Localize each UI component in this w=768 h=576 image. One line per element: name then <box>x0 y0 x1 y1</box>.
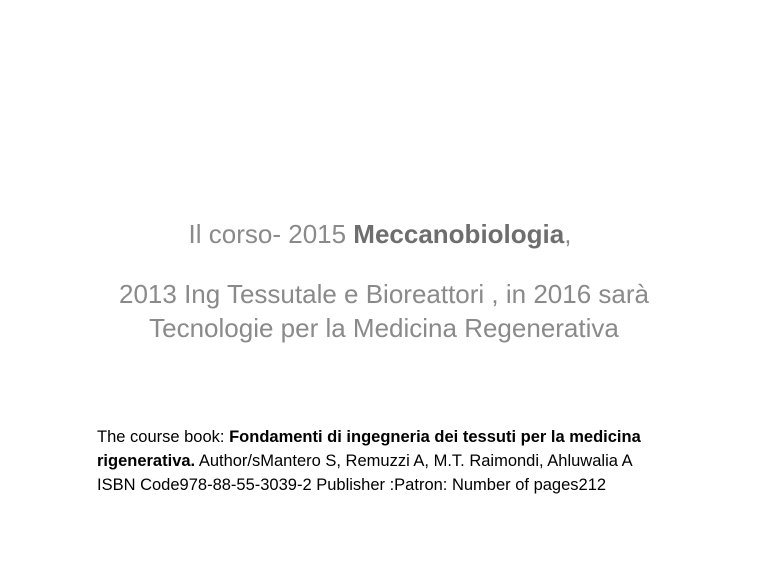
course-title-comma: , <box>564 219 572 249</box>
course-year-label: Il corso- 2015 <box>188 219 354 249</box>
course-title-line-3: Tecnologie per la Medicina Regenerativa <box>149 313 619 343</box>
course-name-bold: Meccanobiologia <box>353 219 565 249</box>
course-book-intro: The course book: <box>97 428 230 446</box>
course-title-line-2: 2013 Ing Tessutale e Bioreattori , in 2016 sarà <box>119 279 649 309</box>
course-book-details: Author/sMantero S, Remuzzi A, M.T. Raimondi, Ahluwalia A ISBN Code978-88-55-3039-2 Publisher :Patron: Number of pages212 <box>97 452 632 494</box>
course-book-title: Fondamenti di ingegneria dei tessuti per la medicina rigenerativa. <box>97 428 641 470</box>
course-title-line-1 <box>0 218 764 250</box>
course-book-info <box>97 425 657 497</box>
